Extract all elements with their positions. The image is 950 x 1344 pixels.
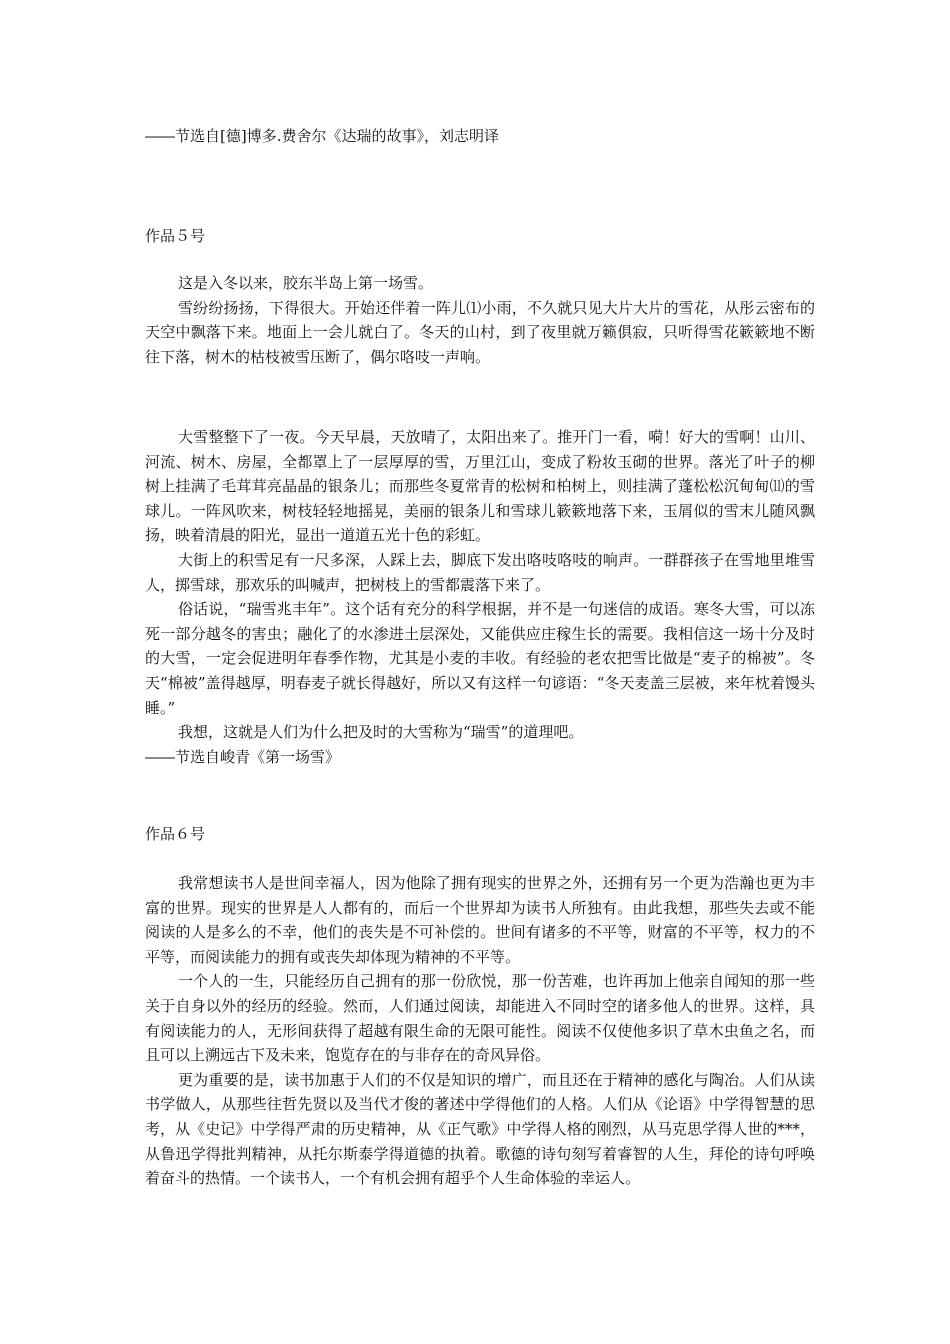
work6-paragraph-1: 我常想读书人是世间幸福人，因为他除了拥有现实的世界之外，还拥有另一个更为浩瀚也更为丰富的世界。现实的世界是人人都有的，而后一个世界却为读书人所独有。由此我想，那些失去或不能阅读的人是多么的不幸，他们的丧失是不可补偿的。世间有诸多的不平等，财富的不平等，权力的不平等，而阅读能力的拥有或丧失却体现为精神的不平等。: [145, 874, 815, 966]
work6-body: [145, 871, 815, 1191]
work5-body-b: [145, 425, 815, 769]
work5-paragraph-2: 雪纷纷扬扬，下得很大。开始还伴着一阵儿⑴小雨，不久就只见大片大片的雪花，从彤云密布的天空中飘落下来。地面上一会儿就白了。冬天的山村，到了夜里就万籁俱寂，只听得雪花簌簌地不断往下落，树木的枯枝被雪压断了，偶尔咯吱一声响。: [145, 298, 815, 366]
work5-title: 作品５号: [145, 227, 206, 245]
work6-title: 作品６号: [145, 825, 206, 843]
work5-paragraph-5: 俗话说，“瑞雪兆丰年”。这个话有充分的科学根据，并不是一句迷信的成语。寒冬大雪，可以冻死一部分越冬的害虫；融化了的水渗进土层深处，又能供应庄稼生长的需要。我相信这一场十分及时的大雪，一定会促进明年春季作物，尤其是小麦的丰收。有经验的老农把雪比做是“麦子的棉被”。冬天“棉被”盖得越厚，明春麦子就长得越好，所以又有这样一句谚语：“冬天麦盖三层被，来年枕着馒头睡。”: [145, 600, 815, 717]
work5-paragraph-3: 大雪整整下了一夜。今天早晨，天放晴了，太阳出来了。推开门一看，嗬！好大的雪啊！山川、河流、树木、房屋，全都罩上了一层厚厚的雪，万里江山，变成了粉妆玉砌的世界。落光了叶子的柳树上挂满了毛茸茸亮晶晶的银条儿；而那些冬夏常青的松树和柏树上，则挂满了蓬松松沉甸甸⑾的雪球儿。一阵风吹来，树枝轻轻地摇晃，美丽的银条儿和雪球儿簌簌地落下来，玉屑似的雪末儿随风飘扬，映着清晨的阳光，显出一道道五光十色的彩虹。: [145, 428, 815, 545]
work5-source-citation: ――节选自峻青《第一场雪》: [145, 747, 341, 766]
work5-body-a: [145, 271, 815, 369]
work6-paragraph-2: 一个人的一生，只能经历自己拥有的那一份欣悦，那一份苦难，也许再加上他亲自闻知的那一些关于自身以外的经历的经验。然而，人们通过阅读，却能进入不同时空的诸多他人的世界。这样，具有阅读能力的人，无形间获得了超越有限生命的无限可能性。阅读不仅使他多识了草木虫鱼之名，而且可以上溯远古下及未来，饱览存在的与非存在的奇风异俗。: [145, 972, 815, 1065]
work5-paragraph-4: 大街上的积雪足有一尺多深，人踩上去，脚底下发出咯吱咯吱的响声。一群群孩子在雪地里堆雪人，掷雪球，那欢乐的叫喊声，把树枝上的雪都震落下来了。: [145, 550, 815, 594]
work5-paragraph-6: 我想，这就是人们为什么把及时的大雪称为“瑞雪”的道理吧。: [178, 723, 584, 742]
work6-paragraph-3: 更为重要的是，读书加惠于人们的不仅是知识的增广，而且还在于精神的感化与陶冶。人们从读书学做人，从那些往哲先贤以及当代才俊的著述中学得他们的人格。人们从《论语》中学得智慧的思考，从《史记》中学得严肃的历史精神，从《正气歌》中学得人格的刚烈，从马克思学得人世的***，从鲁迅学得批判精神，从托尔斯泰学得道德的执着。歌德的诗句刻写着睿智的人生，拜伦的诗句呼唤着奋斗的热情。一个读书人，一个有机会拥有超乎个人生命体验的幸运人。: [145, 1070, 815, 1188]
source-citation-top: ――节选自[德]博多.费舍尔《达瑞的故事》，刘志明译: [145, 127, 499, 145]
work5-paragraph-1: 这是入冬以来，胶东半岛上第一场雪。: [178, 274, 434, 292]
